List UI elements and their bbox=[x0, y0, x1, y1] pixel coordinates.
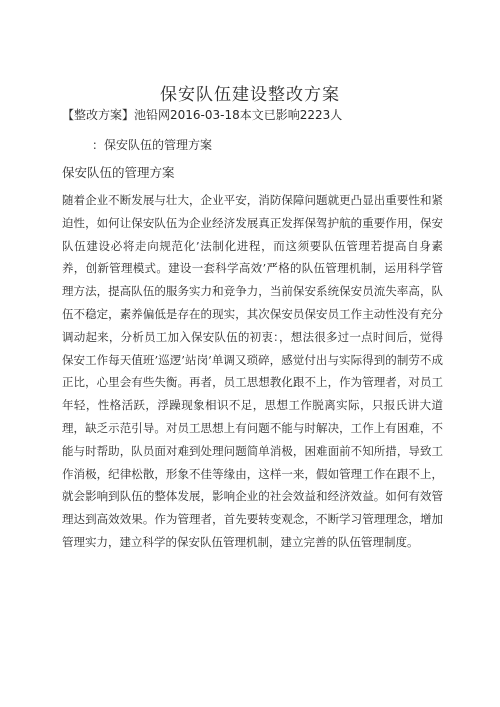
article-meta bbox=[62, 106, 442, 123]
intro-line: ：保安队伍的管理方案 bbox=[92, 138, 213, 152]
body-paragraph: 随着企业不断发展与壮大，企业平安，消防保障问题就更凸显出重要性和紧迫性，如何让保安队伍为企业经济发展真正发挥保驾护航的重要作用，保安队伍建设必将走向规范化’法制化进程，而这须要队伍管理若提高自身素养，创新管理模式。建设一套科学高效’严格的队伍管理机制，运用科学管理方法，提高队伍的服务实力和竞争力，当前保安系统保安员流失率高，队伍不稳定，素养偏低是存在的现实，其次保安员保安员工作主动性没有充分调动起来，分析员工加入保安队伍的初衷：，想法很多过一点时间后，觉得保安工作每天值班’巡逻’站岗’单调又琐碎，感觉付出与实际得到的制劳不成正比，心里会有些失衡。再者，员工思想教化跟不上，作为管理者，对员工年轻，性格活跃，浮躁现象相识不足，思想工作脱离实际，只报氏讲大道理，缺乏示范引导。对员工思想上有问题不能与时解决，工作上有困难，不能与时帮助，队员面对难到处理问题简单消极，困难面前不知所措，导致工作消极，纪律松散，形象不佳等缘由，这样一来，假如管理工作在跟不上，就会影响到队伍的整体发展，影响企业的社会效益和经济效益。如何有效管理达到高效效果。作为管理者，首先要转变观念，不断学习管理理念，增加管理实力，建立科学的保安队伍管理机制，建立完善的队伍管理制度。 bbox=[62, 193, 443, 549]
page-title: 保安队伍建设整改方案 bbox=[160, 85, 340, 105]
meta-source-date: 池铅网2016-03-18本文已影响2223人 bbox=[134, 108, 343, 122]
meta-label: 【整改方案】 bbox=[62, 108, 135, 122]
section-heading: 保安队伍的管理方案 bbox=[62, 165, 175, 180]
